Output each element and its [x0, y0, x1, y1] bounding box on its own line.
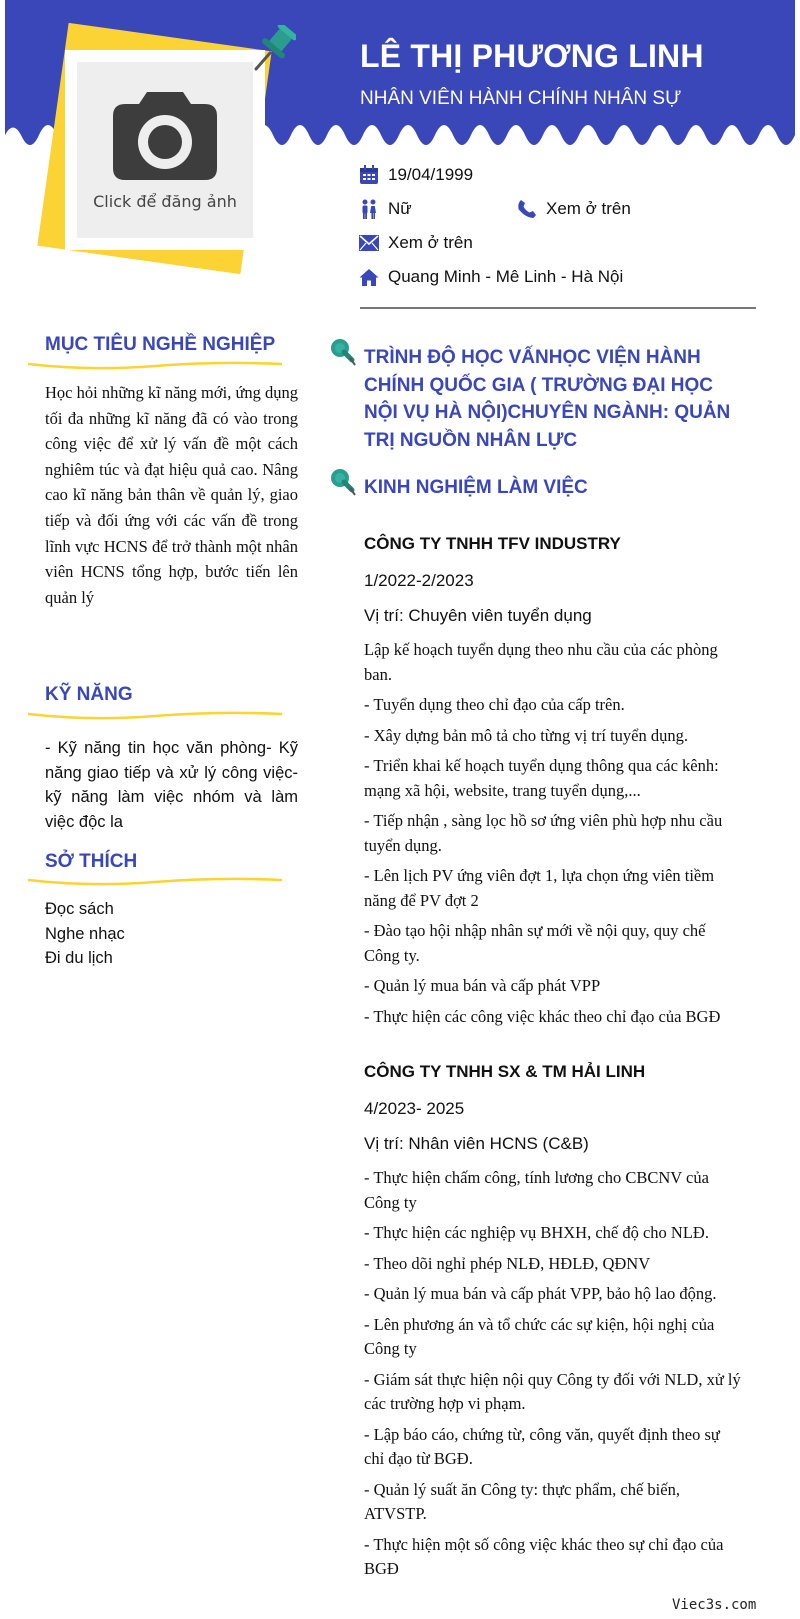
hobby-item: Đi du lịch [45, 949, 113, 967]
camera-icon [113, 88, 217, 180]
duty-item: - Lập báo cáo, chứng từ, công văn, quyết định theo sự chỉ đạo từ BGĐ. [364, 1424, 720, 1468]
phone-value: Xem ở trên [546, 199, 631, 218]
profile-photo[interactable] [40, 20, 300, 275]
objective-underline [28, 361, 282, 371]
job-title: NHÂN VIÊN HÀNH CHÍNH NHÂN SỰ [360, 88, 682, 109]
duty-item: - Quản lý mua bán và cấp phát VPP [364, 976, 601, 995]
duty-item: - Lên lịch PV ứng viên đợt 1, lựa chọn ứng viên tiềm năng để PV đợt 2 [364, 866, 715, 910]
info-phone [516, 199, 631, 219]
address-value: Quang Minh - Mê Linh - Hà Nội [388, 267, 624, 286]
photo-placeholder[interactable] [77, 62, 253, 238]
duty-item: - Thực hiện các công việc khác theo chỉ đạo của BGĐ [364, 1006, 721, 1026]
skills-underline [28, 711, 282, 721]
job-company: CÔNG TY TNHH SX & TM HẢI LINH [364, 1062, 646, 1081]
duty-item: - Đào tạo hội nhập nhân sự mới về nội quy, quy chế Công ty. [364, 921, 706, 965]
calendar-icon [358, 165, 380, 185]
photo-upload-label[interactable]: Click để đăng ảnh [93, 192, 237, 211]
info-email [358, 233, 473, 253]
candidate-name: LÊ THỊ PHƯƠNG LINH [360, 38, 704, 74]
education-title: TRÌNH ĐỘ HỌC VẤNHỌC VIỆN HÀNH CHÍNH QUỐC GIA ( TRƯỜNG ĐẠI HỌC NỘI VỤ HÀ NỘI)CHUYÊN NGÀNH: QUẢN TRỊ NGUỒN NHÂN LỰC [364, 347, 731, 451]
job-position: Vị trí: Chuyên viên tuyển dụng [364, 606, 592, 625]
objective-title: MỤC TIÊU NGHỀ NGHIỆP [45, 334, 276, 355]
skills-text: - Kỹ năng tin học văn phòng- Kỹ năng giao tiếp và xử lý công việc- kỹ năng làm việc nhóm và làm việc độc la [45, 739, 298, 831]
pushpin-icon [330, 338, 356, 366]
info-birthday [358, 165, 473, 185]
info-address [358, 267, 623, 287]
duty-item: - Thực hiện các nghiệp vụ BHXH, chế độ cho NLĐ. [364, 1223, 709, 1242]
info-gender [358, 199, 412, 219]
job-period: 4/2023- 2025 [364, 1099, 465, 1118]
phone-icon [516, 199, 538, 219]
duty-item: - Theo dõi nghỉ phép NLĐ, HĐLĐ, QĐNV [364, 1253, 651, 1273]
gender-value: Nữ [388, 199, 412, 218]
job-period: 1/2022-2/2023 [364, 571, 474, 590]
pushpin-icon [330, 468, 356, 496]
duty-item: - Tuyển dụng theo chỉ đạo của cấp trên. [364, 695, 625, 714]
duty-item: - Quản lý mua bán và cấp phát VPP, bảo hộ lao động. [364, 1284, 717, 1303]
duty-item: - Xây dựng bản mô tả cho từng vị trí tuyển dụng. [364, 725, 688, 745]
duty-item: - Giám sát thực hiện nội quy Công ty đối với NLD, xử lý các trường hợp vi phạm. [364, 1369, 741, 1413]
job-company: CÔNG TY TNHH TFV INDUSTRY [364, 534, 621, 553]
hobbies-underline [28, 877, 282, 887]
objective-text: Học hỏi những kĩ năng mới, ứng dụng tối đa những kĩ năng đã có vào trong công việc để xử lý vấn đề một cách nghiêm túc và đạt hiệu quả cao. Nâng cao kĩ năng bản thân về quản lý, giao tiếp và đối ứng với các vấn đề trong lĩnh vực HCNS để trở thành một nhân viên HCNS tổng hợp, bước tiến lên quản lý [45, 383, 299, 607]
skills-title: KỸ NĂNG [45, 684, 133, 705]
mail-icon [358, 233, 380, 253]
duty-item: Lập kế hoạch tuyển dụng theo nhu cầu của các phòng ban. [364, 640, 718, 684]
experience-title: KINH NGHIỆM LÀM VIỆC [364, 477, 588, 498]
photo-frame [65, 50, 265, 250]
hobbies-title: SỞ THÍCH [45, 851, 138, 872]
duty-item: - Triển khai kế hoạch tuyển dụng thông qua các kênh: mạng xã hội, website, trang tuyển dụng,... [364, 756, 719, 800]
birthday-value: 19/04/1999 [388, 165, 474, 184]
duty-item: - Thực hiện một số công việc khác theo sự chỉ đạo của BGĐ [364, 1534, 724, 1578]
email-value: Xem ở trên [388, 233, 473, 252]
duty-item: - Tiếp nhận , sàng lọc hồ sơ ứng viên phù hợp nhu cầu tuyển dụng. [364, 811, 723, 855]
job-position: Vị trí: Nhân viên HCNS (C&B) [364, 1134, 589, 1153]
job-duties [364, 638, 744, 1035]
duty-item: - Thực hiện chấm công, tính lương cho CBCNV của Công ty [364, 1168, 709, 1212]
info-divider [360, 307, 756, 309]
job-duties [364, 1166, 744, 1588]
hobby-item: Đọc sách [45, 900, 114, 918]
footer-watermark: Viec3s.com [672, 1597, 757, 1613]
home-icon [358, 267, 380, 287]
hobbies-list [45, 897, 298, 971]
duty-item: - Quản lý suất ăn Công ty: thực phẩm, chế biến, ATVSTP. [364, 1479, 680, 1523]
duty-item: - Lên phương án và tổ chức các sự kiện, hội nghị của Công ty [364, 1314, 715, 1358]
gender-icon [358, 199, 380, 219]
pushpin-icon [250, 25, 296, 73]
hobby-item: Nghe nhạc [45, 924, 125, 943]
